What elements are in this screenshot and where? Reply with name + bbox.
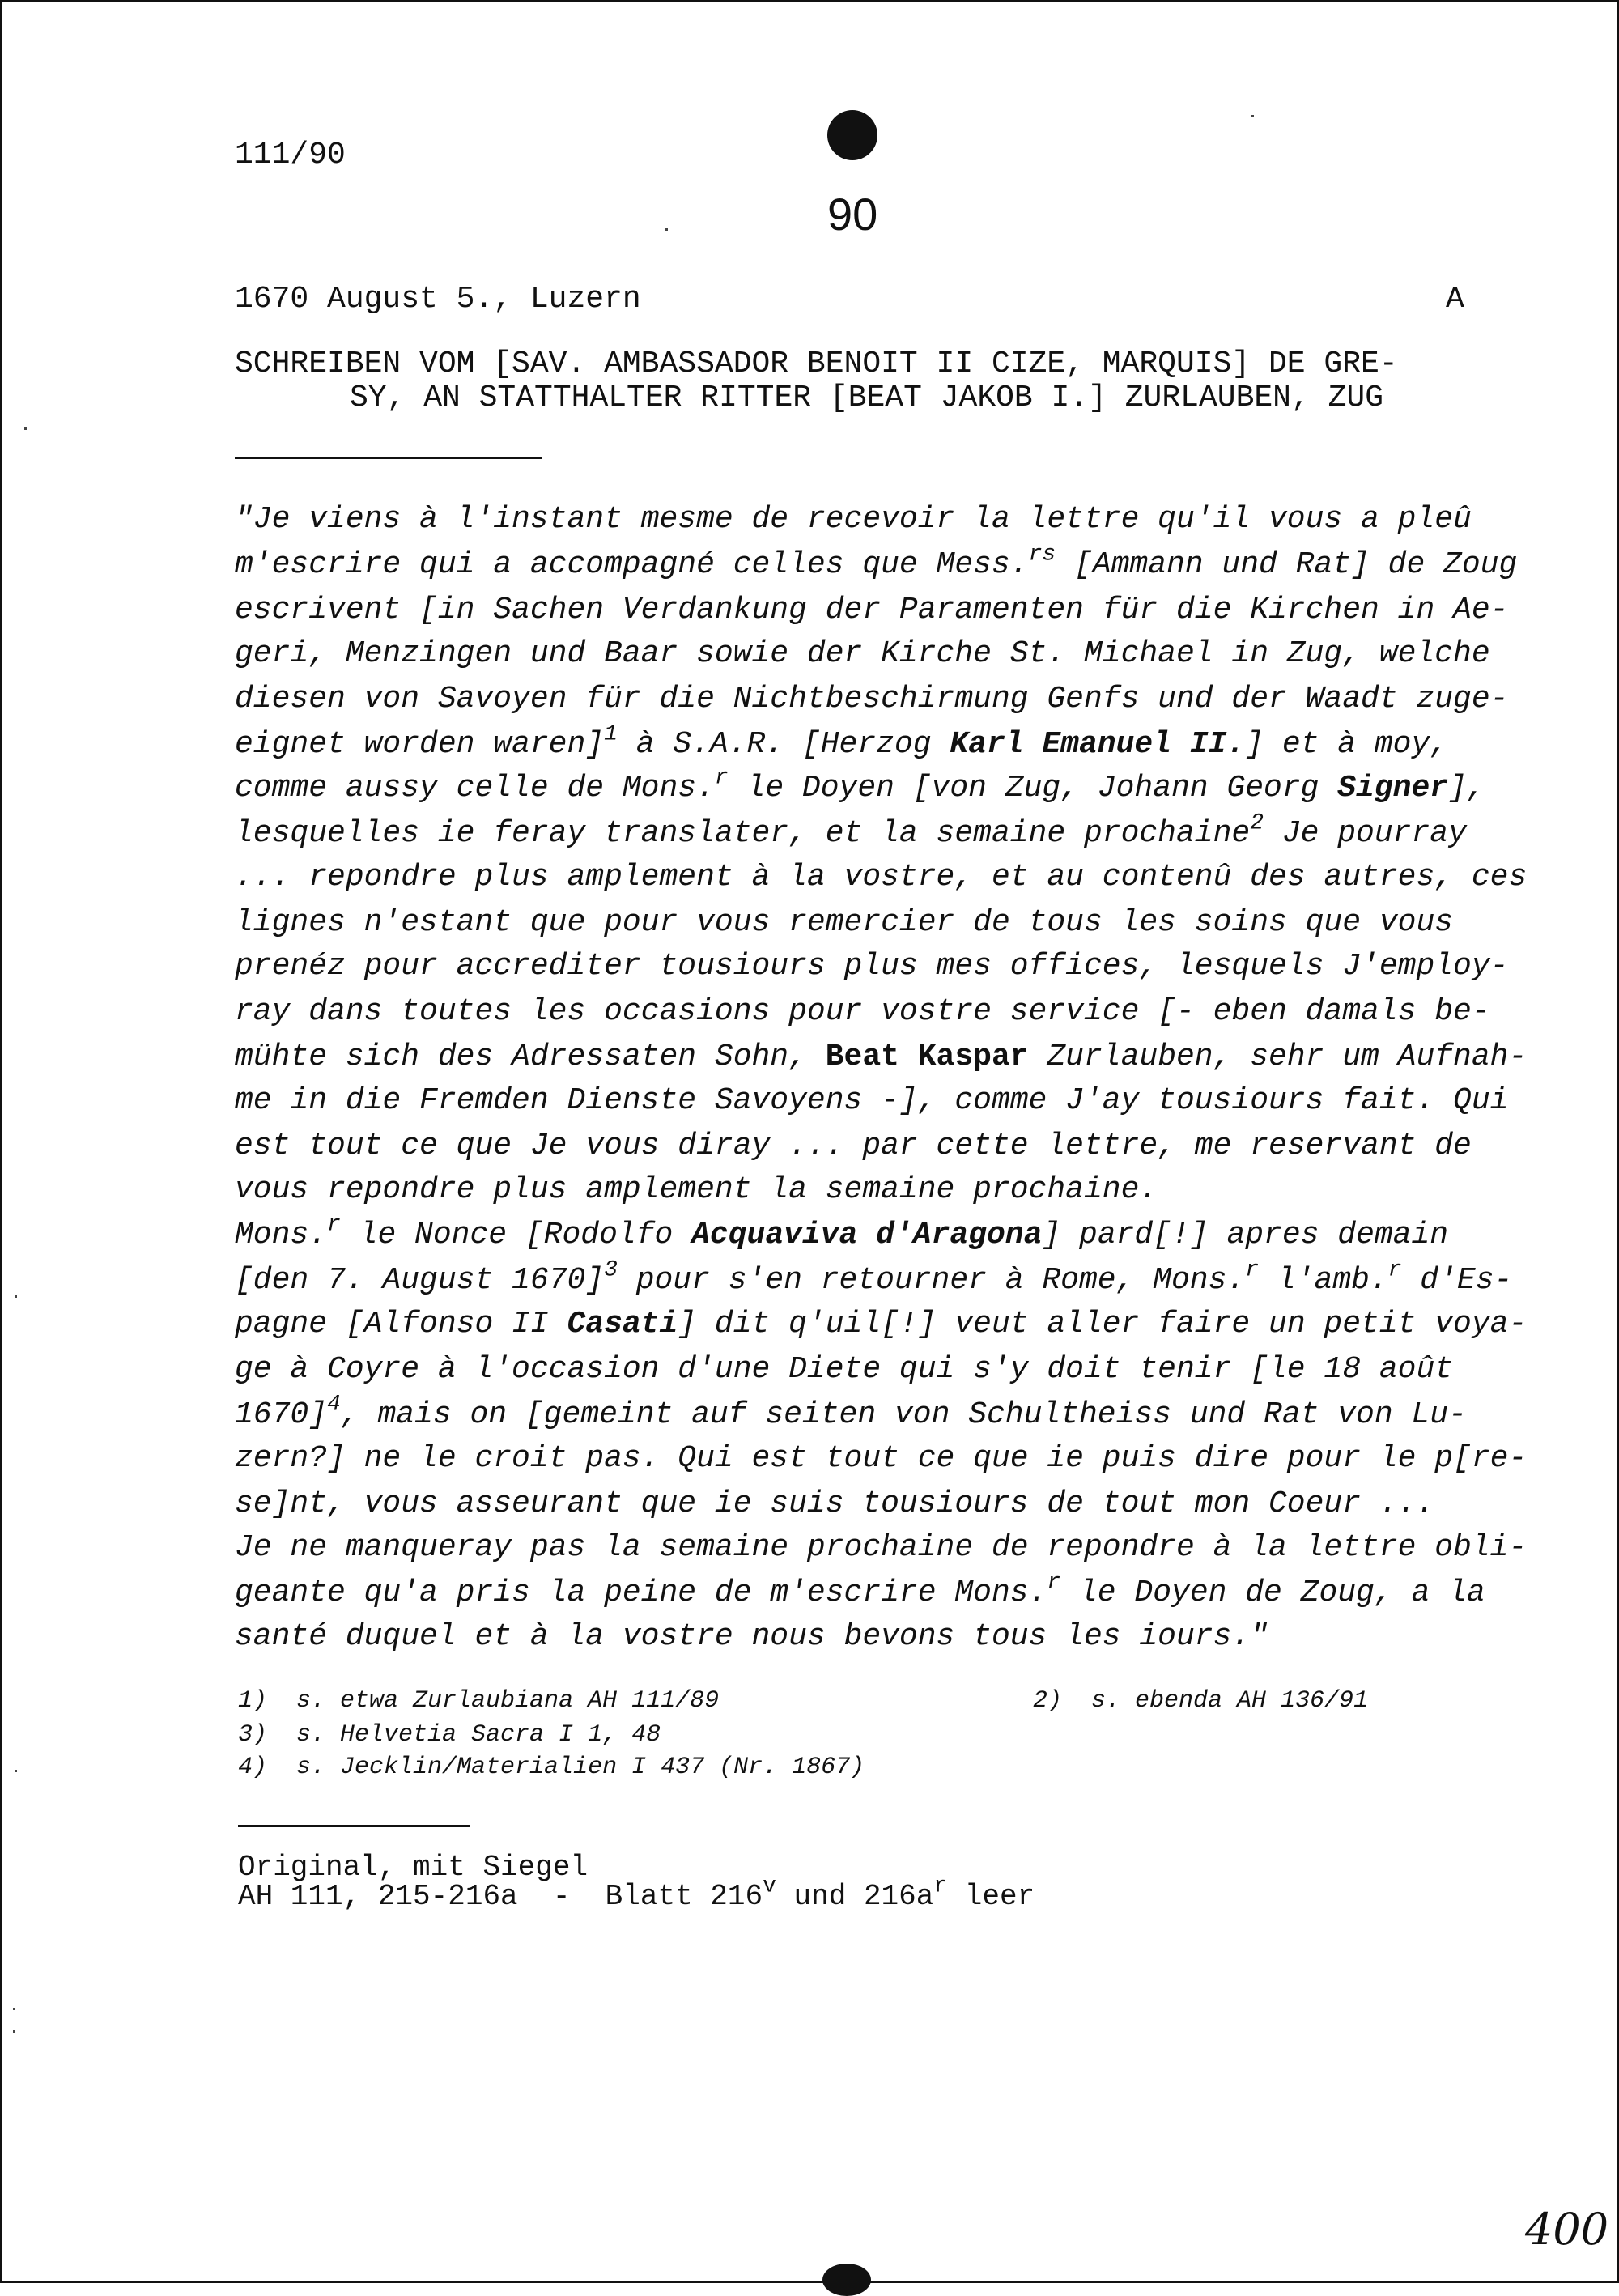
body-line: Je ne manqueray pas la semaine prochaine de repondre à la lettre obli- xyxy=(235,1530,1528,1565)
title-line-1: SCHREIBEN VOM [SAV. AMBASSADOR BENOIT II CIZE, MARQUIS] DE GRE- xyxy=(235,347,1398,381)
person-name: Beat Kaspar xyxy=(825,1040,1029,1074)
person-name: Signer xyxy=(1337,771,1449,806)
body-line: pagne [Alfonso II Casati] dit q'uil[!] veut aller faire un petit voya- xyxy=(235,1307,1528,1341)
speck xyxy=(24,427,27,430)
punch-hole-bottom xyxy=(822,2264,871,2296)
body-line: me in die Fremden Dienste Savoyens -], comme J'ay tousiours fait. Qui xyxy=(235,1083,1509,1118)
source-line-2: AH 111, 215-216a - Blatt 216$^v$ und $216a^r$ leer xyxy=(238,1873,1035,1913)
body-line: m'escrire qui a accompagné celles que Mess.$^{rs}$ [Ammann und Rat] de Zoug xyxy=(235,542,1518,582)
body-line: est tout ce que Je vous diray ... par cette lettre, me reservant de xyxy=(235,1129,1472,1163)
source-line-1: Original, mit Siegel xyxy=(238,1851,589,1884)
body-line: lesquelles ie feray translater, et la semaine prochaine$^2$ Je pourray xyxy=(235,810,1467,851)
title-rule xyxy=(235,457,542,459)
page-number: 90 xyxy=(827,189,878,240)
person-name: Karl Emanuel II. xyxy=(950,727,1246,762)
person-name: Acquaviva d'Aragona xyxy=(691,1218,1043,1252)
body-line: zern?] ne le croit pas. Qui est tout ce que ie puis dire pour le p[re- xyxy=(235,1441,1528,1476)
body-line: ray dans toutes les occasions pour vostre service [- eben damals be- xyxy=(235,994,1490,1029)
body-line: prenéz pour accrediter tousiours plus mes offices, lesquels J'employ- xyxy=(235,949,1509,984)
body-line: geante qu'a pris la peine de m'escrire Mons.$^r$ le Doyen de Zoug, a la xyxy=(235,1570,1485,1610)
document-reference: 111/90 xyxy=(235,138,346,172)
footnote-2: 2) s. ebenda AH 136/91 xyxy=(1033,1687,1369,1715)
letter-marker: A xyxy=(1446,282,1464,317)
body-line: "Je viens à l'instant mesme de recevoir la lettre qu'il vous a pleû xyxy=(235,502,1472,537)
footnote-4: 4) s. Jecklin/Materialien I 437 (Nr. 1867) xyxy=(238,1754,865,1781)
body-line: geri, Menzingen und Baar sowie der Kirche St. Michael in Zug, welche xyxy=(235,636,1490,671)
body-line: escrivent [in Sachen Verdankung der Paramenten für die Kirchen in Ae- xyxy=(235,593,1509,627)
body-line: santé duquel et à la vostre nous bevons tous les iours." xyxy=(235,1619,1269,1654)
body-line: [den 7. August 1670]$^3$ pour s'en retourner à Rome, Mons.$^r$ l'amb.$^r$ d'Es- xyxy=(235,1257,1513,1298)
person-name: Casati xyxy=(567,1307,678,1341)
speck xyxy=(13,2008,15,2010)
body-line: Mons.$^r$ le Nonce [Rodolfo Acquaviva d'Aragona] pard[!] apres demain xyxy=(235,1212,1449,1252)
date-place: 1670 August 5., Luzern xyxy=(235,282,641,317)
speck xyxy=(15,1295,17,1298)
body-line: lignes n'estant que pour vous remercier de tous les soins que vous xyxy=(235,905,1454,940)
punch-hole-top xyxy=(827,110,877,160)
body-line: vous repondre plus amplement la semaine prochaine. xyxy=(235,1172,1158,1207)
speck xyxy=(13,2030,15,2033)
footnote-3: 3) s. Helvetia Sacra I 1, 48 xyxy=(238,1721,661,1749)
body-line: se]nt, vous asseurant que ie suis tousiours de tout mon Coeur ... xyxy=(235,1486,1435,1521)
speck xyxy=(1251,115,1254,117)
body-line: 1670]$^4$, mais on [gemeint auf seiten von Schultheiss und Rat von Lu- xyxy=(235,1392,1467,1432)
body-line: ge à Coyre à l'occasion d'une Diete qui s'y doit tenir [le 18 août xyxy=(235,1352,1454,1387)
speck xyxy=(15,1770,17,1772)
body-line: diesen von Savoyen für die Nichtbeschirmung Genfs und der Waadt zuge- xyxy=(235,682,1509,716)
body-line: eignet worden waren]$^1$ à S.A.R. [Herzog Karl Emanuel II.] et à moy, xyxy=(235,721,1449,762)
title-line-2: SY, AN STATTHALTER RITTER [BEAT JAKOB I.] ZURLAUBEN, ZUG xyxy=(350,381,1384,415)
body-line: mühte sich des Adressaten Sohn, Beat Kaspar Zurlauben, sehr um Aufnah- xyxy=(235,1040,1528,1074)
speck xyxy=(665,228,668,231)
source-rule xyxy=(238,1825,470,1827)
footnote-1: 1) s. etwa Zurlaubiana AH 111/89 xyxy=(238,1687,720,1715)
handwritten-page-number: 400 xyxy=(1525,2204,1609,2255)
body-line: comme aussy celle de Mons.$^r$ le Doyen [von Zug, Johann Georg Signer], xyxy=(235,765,1485,806)
body-line: ... repondre plus amplement à la vostre, et au contenû des autres, ces xyxy=(235,860,1528,895)
